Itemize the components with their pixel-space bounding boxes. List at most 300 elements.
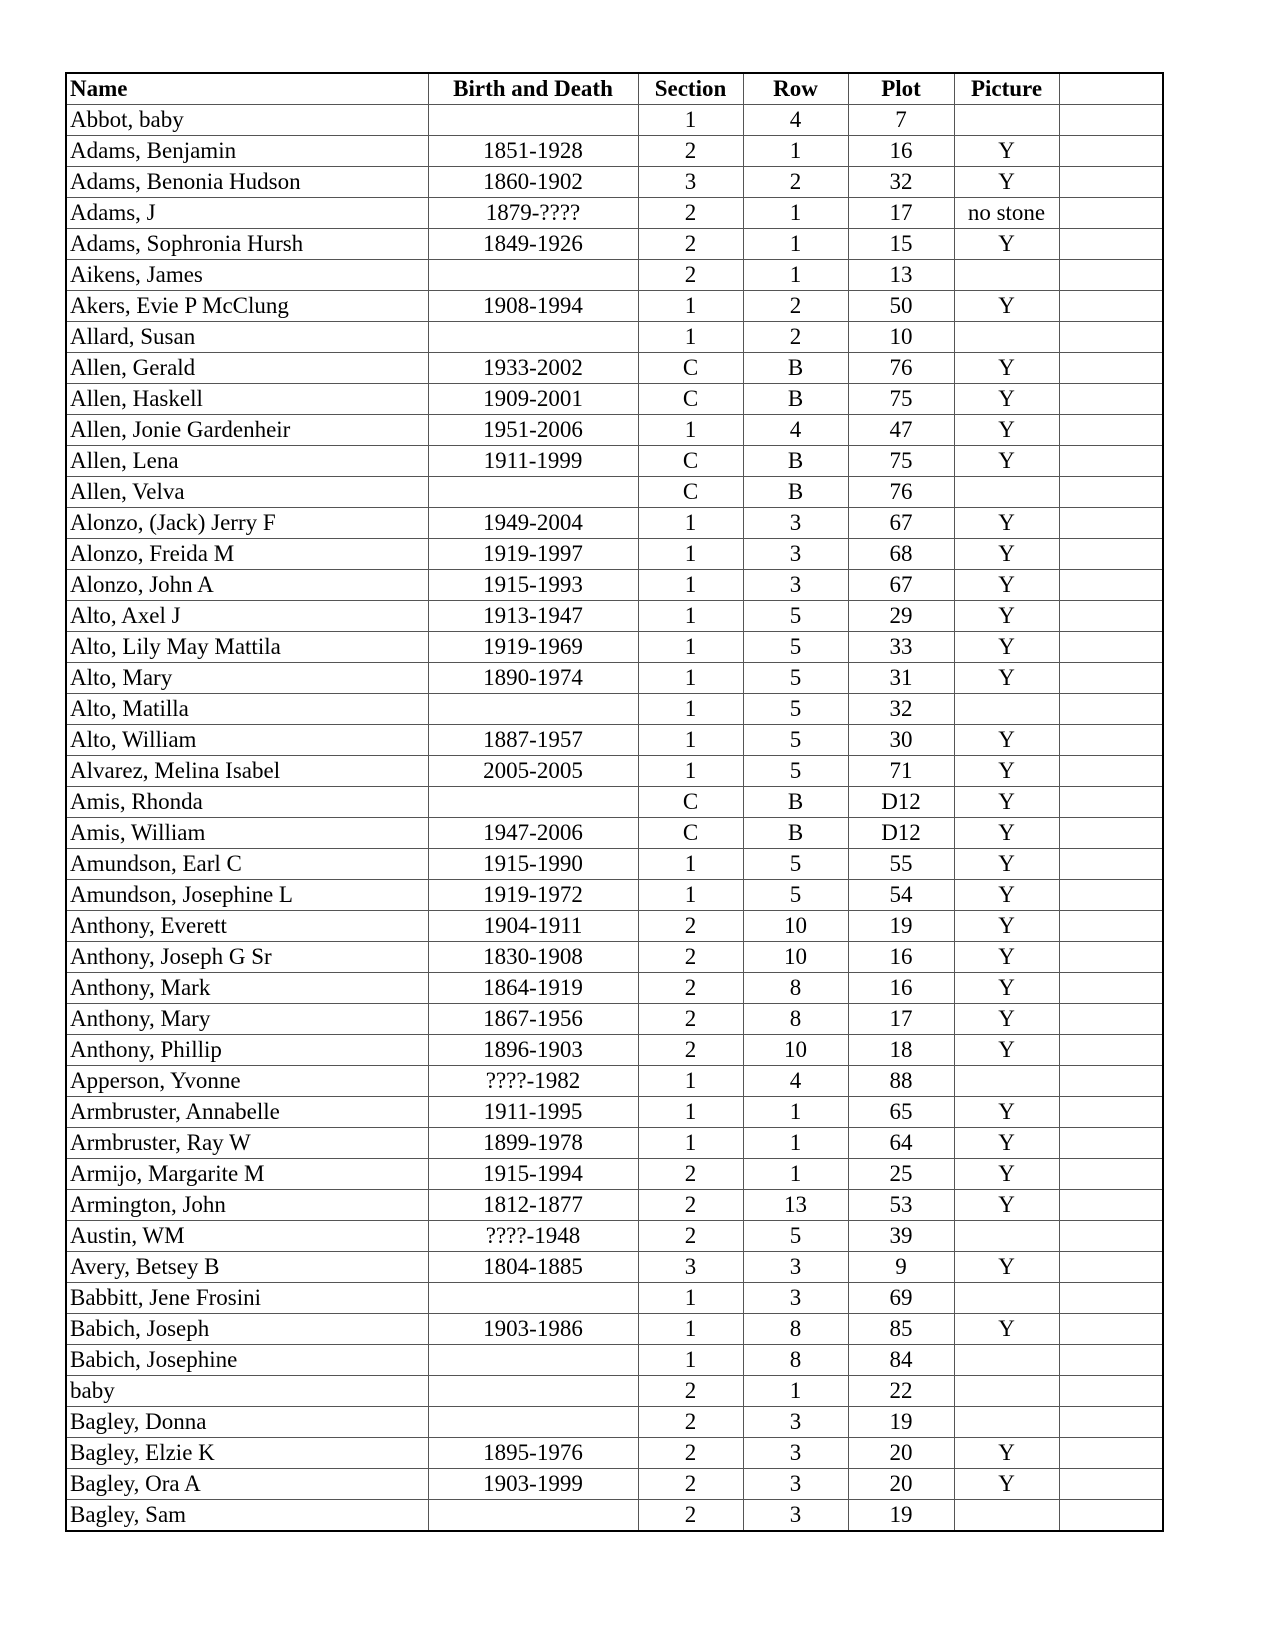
extra-cell (1059, 1376, 1163, 1407)
row-cell: B (743, 477, 848, 508)
section-cell: 1 (638, 1283, 743, 1314)
section-cell: 1 (638, 694, 743, 725)
table-row (66, 167, 1163, 198)
picture-cell: Y (954, 1469, 1059, 1500)
table-row (66, 105, 1163, 136)
name-cell: Anthony, Mary (66, 1004, 428, 1035)
plot-cell: 32 (848, 694, 954, 725)
birth-death-cell (428, 322, 638, 353)
header-section: Section (638, 73, 743, 105)
row-cell: 5 (743, 849, 848, 880)
plot-cell: 15 (848, 229, 954, 260)
plot-cell: D12 (848, 787, 954, 818)
name-cell: Babbitt, Jene Frosini (66, 1283, 428, 1314)
row-cell: 2 (743, 167, 848, 198)
plot-cell: 10 (848, 322, 954, 353)
birth-death-cell: 1949-2004 (428, 508, 638, 539)
table-row (66, 415, 1163, 446)
table-row (66, 1407, 1163, 1438)
section-cell: 2 (638, 260, 743, 291)
name-cell: Akers, Evie P McClung (66, 291, 428, 322)
table-row (66, 818, 1163, 849)
table-row (66, 508, 1163, 539)
section-cell: 2 (638, 1438, 743, 1469)
row-cell: 8 (743, 973, 848, 1004)
birth-death-cell: 1851-1928 (428, 136, 638, 167)
plot-cell: 50 (848, 291, 954, 322)
birth-death-cell (428, 260, 638, 291)
plot-cell: 22 (848, 1376, 954, 1407)
picture-cell: Y (954, 136, 1059, 167)
section-cell: 1 (638, 756, 743, 787)
table-row (66, 1252, 1163, 1283)
picture-cell: Y (954, 1314, 1059, 1345)
row-cell: 13 (743, 1190, 848, 1221)
plot-cell: 30 (848, 725, 954, 756)
birth-death-cell: 1908-1994 (428, 291, 638, 322)
name-cell: Armington, John (66, 1190, 428, 1221)
plot-cell: 76 (848, 353, 954, 384)
section-cell: C (638, 384, 743, 415)
row-cell: B (743, 787, 848, 818)
extra-cell (1059, 446, 1163, 477)
picture-cell: Y (954, 973, 1059, 1004)
name-cell: Adams, J (66, 198, 428, 229)
table-row (66, 570, 1163, 601)
birth-death-cell (428, 1376, 638, 1407)
name-cell: Armbruster, Ray W (66, 1128, 428, 1159)
row-cell: 1 (743, 260, 848, 291)
table-row (66, 1159, 1163, 1190)
plot-cell: 84 (848, 1345, 954, 1376)
birth-death-cell: 1915-1994 (428, 1159, 638, 1190)
plot-cell: 55 (848, 849, 954, 880)
picture-cell (954, 1221, 1059, 1252)
row-cell: 3 (743, 1252, 848, 1283)
plot-cell: 71 (848, 756, 954, 787)
section-cell: 1 (638, 663, 743, 694)
section-cell: 2 (638, 1190, 743, 1221)
birth-death-cell: 1830-1908 (428, 942, 638, 973)
row-cell: 10 (743, 942, 848, 973)
name-cell: Allen, Lena (66, 446, 428, 477)
birth-death-cell: 1864-1919 (428, 973, 638, 1004)
section-cell: C (638, 446, 743, 477)
name-cell: Allen, Haskell (66, 384, 428, 415)
name-cell: baby (66, 1376, 428, 1407)
birth-death-cell: 2005-2005 (428, 756, 638, 787)
table-row (66, 229, 1163, 260)
plot-cell: 47 (848, 415, 954, 446)
row-cell: 3 (743, 1500, 848, 1532)
name-cell: Alonzo, John A (66, 570, 428, 601)
extra-cell (1059, 818, 1163, 849)
extra-cell (1059, 1469, 1163, 1500)
section-cell: 2 (638, 198, 743, 229)
birth-death-cell: 1947-2006 (428, 818, 638, 849)
name-cell: Alonzo, Freida M (66, 539, 428, 570)
extra-cell (1059, 229, 1163, 260)
table-row (66, 880, 1163, 911)
extra-cell (1059, 663, 1163, 694)
birth-death-cell: 1913-1947 (428, 601, 638, 632)
table-row (66, 384, 1163, 415)
table-row (66, 663, 1163, 694)
birth-death-cell: 1903-1999 (428, 1469, 638, 1500)
table-row (66, 694, 1163, 725)
birth-death-cell: 1911-1995 (428, 1097, 638, 1128)
section-cell: 1 (638, 570, 743, 601)
birth-death-cell (428, 787, 638, 818)
birth-death-cell: 1919-1969 (428, 632, 638, 663)
extra-cell (1059, 260, 1163, 291)
name-cell: Alto, Lily May Mattila (66, 632, 428, 663)
row-cell: 3 (743, 539, 848, 570)
picture-cell: Y (954, 570, 1059, 601)
picture-cell: Y (954, 725, 1059, 756)
section-cell: 2 (638, 1376, 743, 1407)
section-cell: 1 (638, 725, 743, 756)
picture-cell: Y (954, 167, 1059, 198)
table-row (66, 849, 1163, 880)
row-cell: 5 (743, 694, 848, 725)
section-cell: 1 (638, 508, 743, 539)
table-row (66, 539, 1163, 570)
picture-cell: Y (954, 1097, 1059, 1128)
plot-cell: 16 (848, 136, 954, 167)
extra-cell (1059, 105, 1163, 136)
row-cell: 3 (743, 1407, 848, 1438)
table-row (66, 1469, 1163, 1500)
birth-death-cell: 1812-1877 (428, 1190, 638, 1221)
picture-cell: Y (954, 632, 1059, 663)
birth-death-cell: 1849-1926 (428, 229, 638, 260)
row-cell: 3 (743, 1283, 848, 1314)
table-row (66, 1283, 1163, 1314)
extra-cell (1059, 415, 1163, 446)
birth-death-cell: 1896-1903 (428, 1035, 638, 1066)
section-cell: 1 (638, 880, 743, 911)
table-row (66, 601, 1163, 632)
name-cell: Allen, Gerald (66, 353, 428, 384)
birth-death-cell: ????-1948 (428, 1221, 638, 1252)
extra-cell (1059, 632, 1163, 663)
name-cell: Alvarez, Melina Isabel (66, 756, 428, 787)
picture-cell: Y (954, 818, 1059, 849)
birth-death-cell (428, 1345, 638, 1376)
table-row (66, 973, 1163, 1004)
section-cell: 3 (638, 167, 743, 198)
row-cell: B (743, 353, 848, 384)
picture-cell: Y (954, 849, 1059, 880)
birth-death-cell: 1879-???? (428, 198, 638, 229)
birth-death-cell (428, 105, 638, 136)
extra-cell (1059, 880, 1163, 911)
name-cell: Anthony, Joseph G Sr (66, 942, 428, 973)
section-cell: C (638, 353, 743, 384)
row-cell: 3 (743, 1438, 848, 1469)
section-cell: 2 (638, 229, 743, 260)
extra-cell (1059, 198, 1163, 229)
plot-cell: 64 (848, 1128, 954, 1159)
row-cell: 5 (743, 880, 848, 911)
birth-death-cell: ????-1982 (428, 1066, 638, 1097)
plot-cell: 65 (848, 1097, 954, 1128)
extra-cell (1059, 1283, 1163, 1314)
row-cell: 3 (743, 508, 848, 539)
extra-cell (1059, 384, 1163, 415)
row-cell: 5 (743, 632, 848, 663)
plot-cell: 20 (848, 1469, 954, 1500)
name-cell: Alto, Matilla (66, 694, 428, 725)
table-row (66, 787, 1163, 818)
row-cell: 2 (743, 322, 848, 353)
plot-cell: 75 (848, 384, 954, 415)
birth-death-cell: 1899-1978 (428, 1128, 638, 1159)
picture-cell: Y (954, 415, 1059, 446)
extra-cell (1059, 1159, 1163, 1190)
table-row (66, 136, 1163, 167)
extra-cell (1059, 1004, 1163, 1035)
section-cell: 2 (638, 1407, 743, 1438)
extra-cell (1059, 1500, 1163, 1532)
extra-cell (1059, 1035, 1163, 1066)
name-cell: Amis, William (66, 818, 428, 849)
table-row (66, 1097, 1163, 1128)
plot-cell: 88 (848, 1066, 954, 1097)
picture-cell: no stone (954, 198, 1059, 229)
row-cell: 5 (743, 663, 848, 694)
name-cell: Adams, Benonia Hudson (66, 167, 428, 198)
extra-cell (1059, 508, 1163, 539)
picture-cell: Y (954, 1252, 1059, 1283)
picture-cell: Y (954, 1128, 1059, 1159)
picture-cell (954, 260, 1059, 291)
birth-death-cell: 1890-1974 (428, 663, 638, 694)
picture-cell (954, 322, 1059, 353)
section-cell: 1 (638, 322, 743, 353)
name-cell: Anthony, Phillip (66, 1035, 428, 1066)
picture-cell (954, 1500, 1059, 1532)
extra-cell (1059, 1314, 1163, 1345)
plot-cell: 76 (848, 477, 954, 508)
section-cell: 3 (638, 1252, 743, 1283)
birth-death-cell: 1915-1990 (428, 849, 638, 880)
table-row (66, 198, 1163, 229)
section-cell: 1 (638, 632, 743, 663)
row-cell: 1 (743, 1376, 848, 1407)
name-cell: Armijo, Margarite M (66, 1159, 428, 1190)
name-cell: Allen, Velva (66, 477, 428, 508)
row-cell: 3 (743, 570, 848, 601)
table-row (66, 260, 1163, 291)
plot-cell: 25 (848, 1159, 954, 1190)
birth-death-cell: 1804-1885 (428, 1252, 638, 1283)
extra-cell (1059, 136, 1163, 167)
table-row (66, 1004, 1163, 1035)
plot-cell: 20 (848, 1438, 954, 1469)
plot-cell: 18 (848, 1035, 954, 1066)
table-row (66, 1190, 1163, 1221)
extra-cell (1059, 322, 1163, 353)
section-cell: 2 (638, 973, 743, 1004)
row-cell: 5 (743, 756, 848, 787)
picture-cell: Y (954, 1159, 1059, 1190)
row-cell: 4 (743, 415, 848, 446)
plot-cell: 54 (848, 880, 954, 911)
birth-death-cell (428, 1500, 638, 1532)
extra-cell (1059, 539, 1163, 570)
section-cell: 2 (638, 911, 743, 942)
table-row (66, 911, 1163, 942)
extra-cell (1059, 756, 1163, 787)
table-row (66, 1376, 1163, 1407)
name-cell: Abbot, baby (66, 105, 428, 136)
name-cell: Bagley, Elzie K (66, 1438, 428, 1469)
row-cell: B (743, 818, 848, 849)
name-cell: Bagley, Ora A (66, 1469, 428, 1500)
extra-cell (1059, 601, 1163, 632)
table-row (66, 1500, 1163, 1532)
picture-cell: Y (954, 1035, 1059, 1066)
birth-death-cell: 1903-1986 (428, 1314, 638, 1345)
plot-cell: 67 (848, 570, 954, 601)
picture-cell (954, 1407, 1059, 1438)
row-cell: 10 (743, 1035, 848, 1066)
birth-death-cell: 1909-2001 (428, 384, 638, 415)
table-row (66, 477, 1163, 508)
row-cell: 8 (743, 1345, 848, 1376)
header-birth-and-death: Birth and Death (428, 73, 638, 105)
picture-cell: Y (954, 942, 1059, 973)
row-cell: 10 (743, 911, 848, 942)
picture-cell: Y (954, 1004, 1059, 1035)
extra-cell (1059, 725, 1163, 756)
plot-cell: 16 (848, 973, 954, 1004)
table-row (66, 756, 1163, 787)
birth-death-cell: 1919-1972 (428, 880, 638, 911)
row-cell: 1 (743, 1128, 848, 1159)
table-row (66, 446, 1163, 477)
extra-cell (1059, 167, 1163, 198)
plot-cell: 31 (848, 663, 954, 694)
plot-cell: 13 (848, 260, 954, 291)
picture-cell: Y (954, 291, 1059, 322)
table-row (66, 1314, 1163, 1345)
picture-cell: Y (954, 663, 1059, 694)
plot-cell: D12 (848, 818, 954, 849)
name-cell: Amundson, Earl C (66, 849, 428, 880)
birth-death-cell: 1933-2002 (428, 353, 638, 384)
header-extra (1059, 73, 1163, 105)
name-cell: Bagley, Sam (66, 1500, 428, 1532)
name-cell: Amis, Rhonda (66, 787, 428, 818)
picture-cell: Y (954, 539, 1059, 570)
row-cell: 4 (743, 1066, 848, 1097)
section-cell: 1 (638, 601, 743, 632)
extra-cell (1059, 973, 1163, 1004)
row-cell: 2 (743, 291, 848, 322)
birth-death-cell: 1895-1976 (428, 1438, 638, 1469)
section-cell: C (638, 787, 743, 818)
row-cell: 5 (743, 725, 848, 756)
table-row (66, 1066, 1163, 1097)
birth-death-cell: 1887-1957 (428, 725, 638, 756)
plot-cell: 39 (848, 1221, 954, 1252)
plot-cell: 7 (848, 105, 954, 136)
extra-cell (1059, 291, 1163, 322)
birth-death-cell (428, 694, 638, 725)
plot-cell: 17 (848, 198, 954, 229)
row-cell: 1 (743, 1097, 848, 1128)
extra-cell (1059, 1190, 1163, 1221)
section-cell: 1 (638, 1097, 743, 1128)
table-row (66, 1128, 1163, 1159)
row-cell: 1 (743, 229, 848, 260)
table-row (66, 322, 1163, 353)
section-cell: 2 (638, 1500, 743, 1532)
plot-cell: 69 (848, 1283, 954, 1314)
extra-cell (1059, 694, 1163, 725)
table-row (66, 353, 1163, 384)
extra-cell (1059, 1221, 1163, 1252)
section-cell: 1 (638, 1128, 743, 1159)
table-body (66, 105, 1163, 1532)
name-cell: Bagley, Donna (66, 1407, 428, 1438)
name-cell: Anthony, Everett (66, 911, 428, 942)
name-cell: Babich, Joseph (66, 1314, 428, 1345)
picture-cell: Y (954, 756, 1059, 787)
table-row (66, 1345, 1163, 1376)
birth-death-cell (428, 1407, 638, 1438)
plot-cell: 19 (848, 1407, 954, 1438)
picture-cell: Y (954, 911, 1059, 942)
section-cell: 1 (638, 1066, 743, 1097)
cemetery-records-table (65, 72, 1164, 1532)
section-cell: 1 (638, 539, 743, 570)
row-cell: 8 (743, 1004, 848, 1035)
picture-cell (954, 1376, 1059, 1407)
header-row: Row (743, 73, 848, 105)
picture-cell: Y (954, 508, 1059, 539)
section-cell: 2 (638, 942, 743, 973)
section-cell: 2 (638, 136, 743, 167)
birth-death-cell: 1860-1902 (428, 167, 638, 198)
name-cell: Armbruster, Annabelle (66, 1097, 428, 1128)
row-cell: 5 (743, 1221, 848, 1252)
extra-cell (1059, 1128, 1163, 1159)
picture-cell (954, 1066, 1059, 1097)
birth-death-cell: 1867-1956 (428, 1004, 638, 1035)
plot-cell: 67 (848, 508, 954, 539)
section-cell: 1 (638, 415, 743, 446)
plot-cell: 85 (848, 1314, 954, 1345)
row-cell: 1 (743, 198, 848, 229)
plot-cell: 19 (848, 1500, 954, 1532)
extra-cell (1059, 353, 1163, 384)
picture-cell: Y (954, 1190, 1059, 1221)
extra-cell (1059, 1097, 1163, 1128)
name-cell: Adams, Sophronia Hursh (66, 229, 428, 260)
extra-cell (1059, 911, 1163, 942)
table-row (66, 1221, 1163, 1252)
name-cell: Aikens, James (66, 260, 428, 291)
section-cell: 1 (638, 1345, 743, 1376)
name-cell: Avery, Betsey B (66, 1252, 428, 1283)
table-row (66, 1035, 1163, 1066)
picture-cell: Y (954, 446, 1059, 477)
picture-cell (954, 477, 1059, 508)
